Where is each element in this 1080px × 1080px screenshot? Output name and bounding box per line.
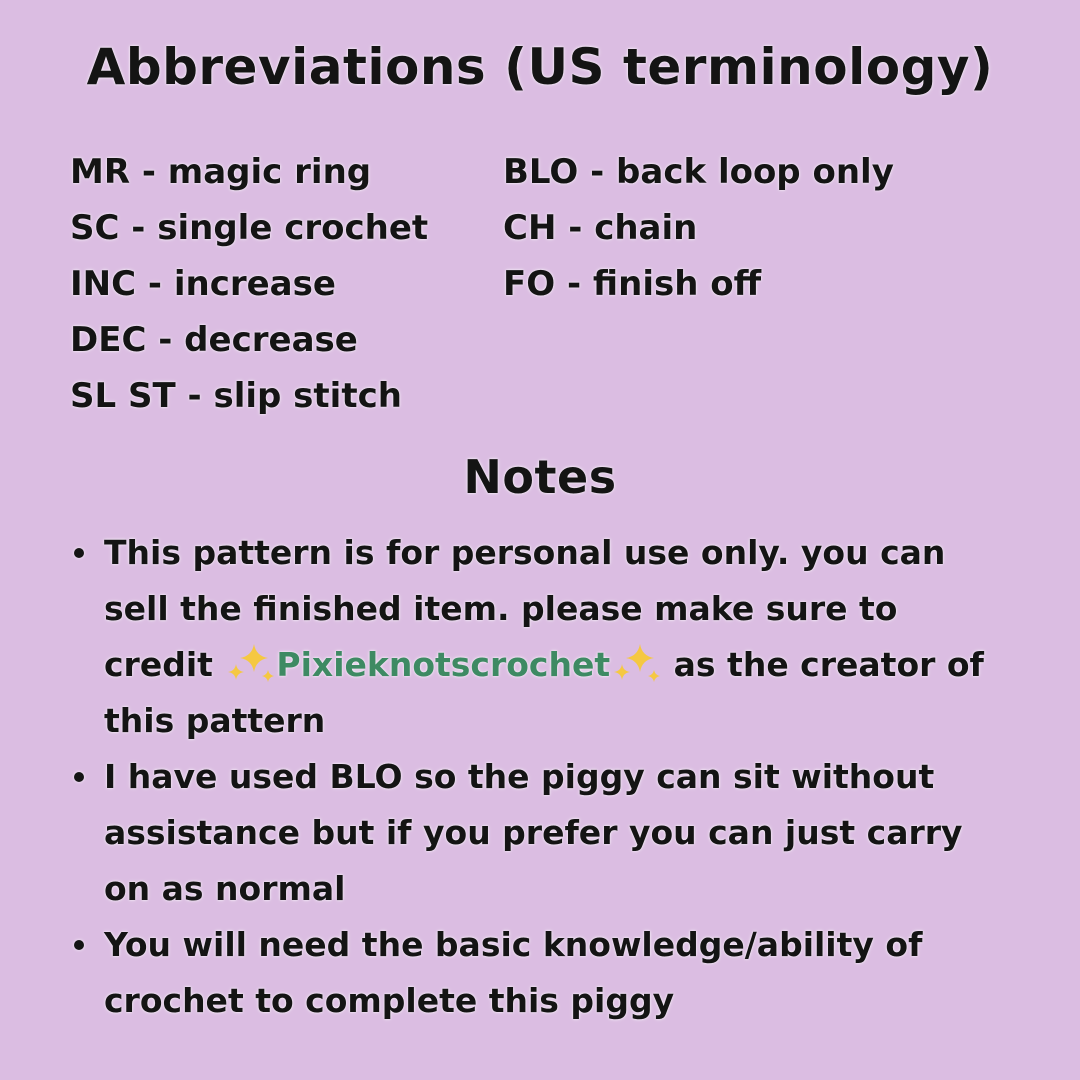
- abbreviation-item: INC - increase: [70, 264, 336, 304]
- abbreviations-left-column: [70, 144, 428, 424]
- note-item: [70, 749, 1000, 917]
- page-title: Abbreviations (US terminology): [86, 38, 994, 96]
- sparkles-icon: [610, 644, 662, 684]
- abbreviation-item: CH - chain: [503, 208, 698, 248]
- abbreviation-item: DEC - decrease: [70, 320, 358, 360]
- creator-credit: Pixieknotscrochet: [276, 645, 611, 684]
- note-item: [70, 525, 1000, 749]
- notes-list: [70, 525, 1000, 1029]
- note-text: as the creator of this pattern: [104, 645, 984, 740]
- abbreviation-item: MR - magic ring: [70, 152, 372, 192]
- sparkles-icon: [224, 644, 276, 684]
- abbreviations-right-column: [503, 144, 894, 312]
- abbreviation-item: FO - finish off: [503, 264, 762, 304]
- abbreviation-item: BLO - back loop only: [503, 152, 894, 192]
- bullet-icon: [74, 548, 84, 558]
- abbreviation-item: SL ST - slip stitch: [70, 376, 402, 416]
- note-text: This pattern is for personal use only. you can sell the finished item. please make sure to credit: [104, 533, 946, 684]
- bullet-icon: [74, 940, 84, 950]
- abbreviation-item: SC - single crochet: [70, 208, 429, 248]
- notes-heading: Notes: [463, 450, 617, 504]
- note-text: You will need the basic knowledge/ability of crochet to complete this piggy: [104, 925, 923, 1020]
- note-text: I have used BLO so the piggy can sit without assistance but if you prefer you can just carry on as normal: [104, 757, 963, 908]
- bullet-icon: [74, 772, 84, 782]
- note-item: [70, 917, 1000, 1029]
